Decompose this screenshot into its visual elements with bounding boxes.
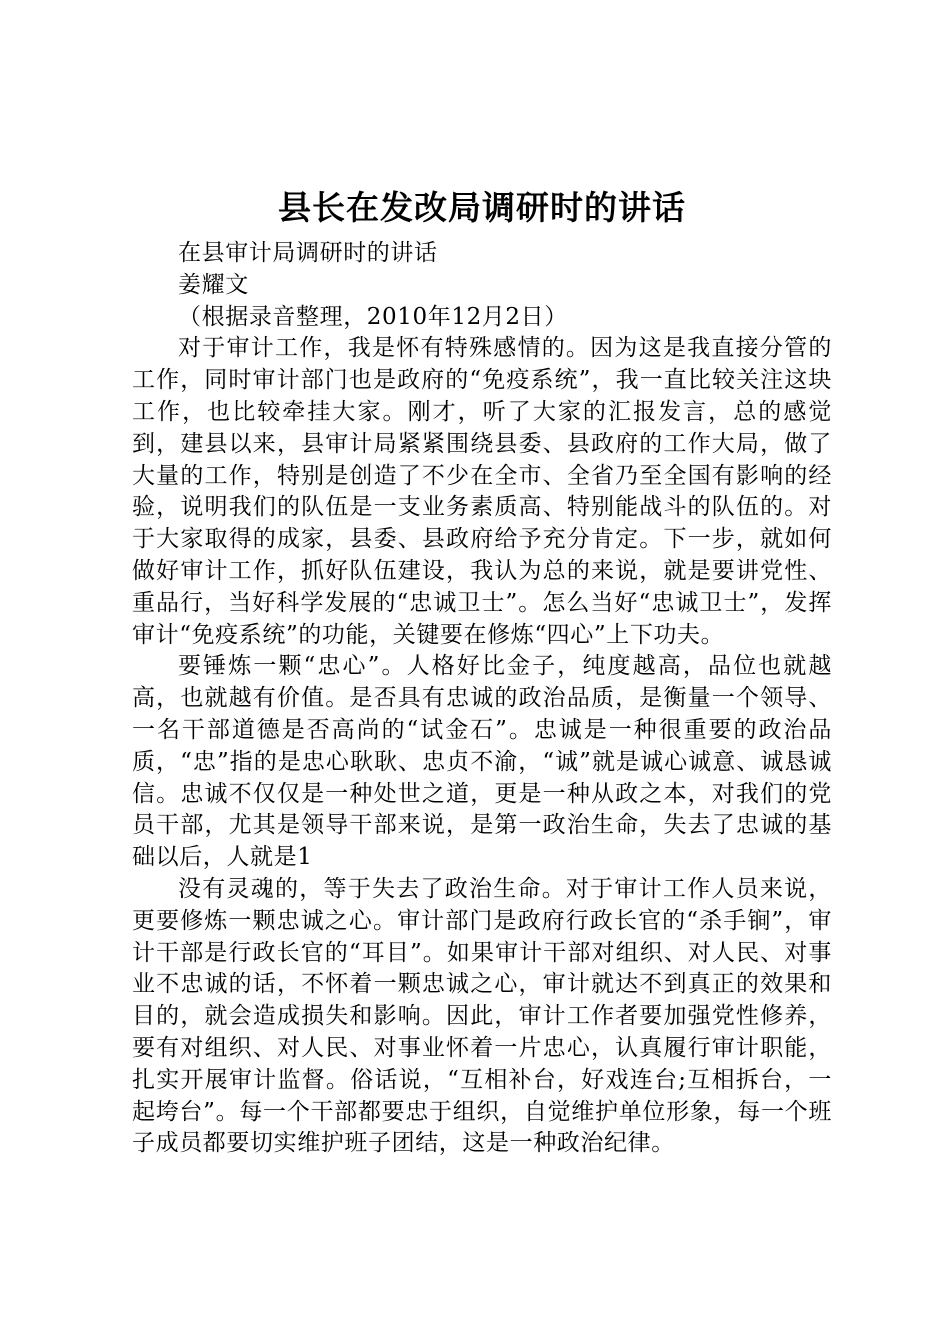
paragraph: 要锤炼一颗“忠心”。人格好比金子，纯度越高，品位也就越高，也就越有价值。是否具有忠诚的政治品质，是衡量一个领导、一名干部道德是否高尚的“试金石”。忠诚是一种很重要的政治品质，“忠”指的是忠心耿耿、忠贞不渝，“诚”就是诚心诚意、诚恳诚信。忠诚不仅仅是一种处世之道，更是一种从政之本，对我们的党员干部，尤其是领导干部来说，是第一政治生命，失去了忠诚的基础以后，人就是1 xyxy=(132,653,832,871)
paragraph: 没有灵魂的，等于失去了政治生命。对于审计工作人员来说，更要修炼一颗忠诚之心。审计部门是政府行政长官的“杀手锏”，审计干部是行政长官的“耳目”。如果审计干部对组织、对人民、对事业不忠诚的话，不怀着一颗忠诚之心，审计就达不到真正的效果和目的，就会造成损失和影响。因此，审计工作者要加强党性修养，要有对组织、对人民、对事业怀着一片忠心，认真履行审计职能，扎实开展审计监督。俗话说，“互相补台，好戏连台;互相拆台，一起垮台”。每一个干部都要忠于组织，自觉维护单位形象，每一个班子成员都要切实维护班子团结，这是一种政治纪律。 xyxy=(132,875,832,1157)
paragraph: 对于审计工作，我是怀有特殊感情的。因为这是我直接分管的工作，同时审计部门也是政府的“免疫系统”，我一直比较关注这块工作，也比较牵挂大家。刚才，听了大家的汇报发言，总的感觉到，建县以来，县审计局紧紧围绕县委、县政府的工作大局，做了大量的工作，特别是创造了不少在全市、全省乃至全国有影响的经验，说明我们的队伍是一支业务素质高、特别能战斗的队伍的。对于大家取得的成家，县委、县政府给予充分肯定。下一步，就如何做好审计工作，抓好队伍建设，我认为总的来说，就是要讲党性、重品行，当好科学发展的“忠诚卫士”。怎么当好“忠诚卫士”，发挥审计“免疫系统”的功能，关键要在修炼“四心”上下功夫。 xyxy=(132,335,832,648)
document-note: （根据录音整理，2010年12月2日） xyxy=(178,303,568,330)
document-author: 姜耀文 xyxy=(178,271,249,298)
document-body xyxy=(132,238,832,1160)
document-page xyxy=(132,186,832,1160)
document-title: 县长在发改局调研时的讲话 xyxy=(278,188,686,227)
document-subtitle: 在县审计局调研时的讲话 xyxy=(178,240,438,266)
